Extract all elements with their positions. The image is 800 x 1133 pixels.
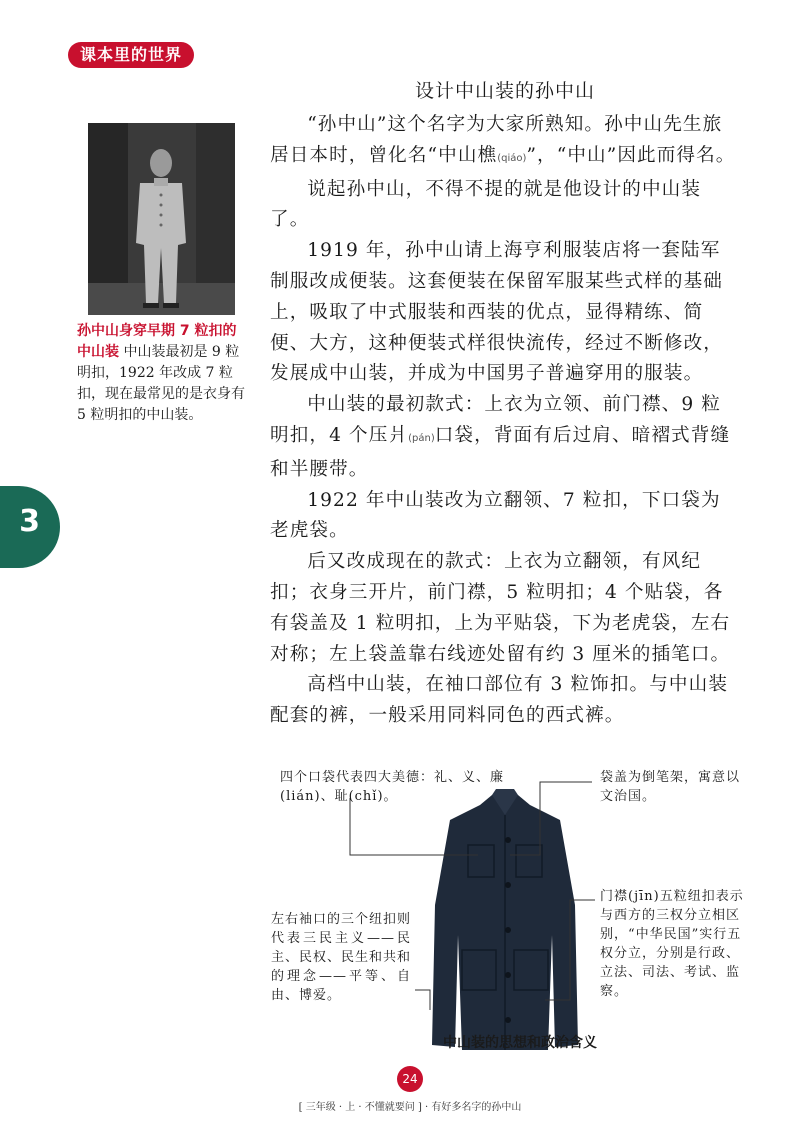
paragraph-7: 高档中山装，在袖口部位有 3 粒饰扣。与中山装配套的裤，一般采用同料同色的西式裤。 [270,674,729,727]
pinyin-pan: (pán) [408,432,435,444]
sun-yat-sen-photo [88,123,235,315]
page-footer: [ 三年级 · 上 · 不懂就要问 ] · 有好多名字的孙中山 [298,1102,522,1113]
zhongshan-suit-figure [0,760,800,1060]
caption-text: 中山装最初是 9 粒明扣，1922 年改成 7 粒扣，现在最常见的是衣身有 5 粒明扣的中山装。 [77,344,245,423]
paragraph-3: 1919 年，孙中山请上海亨利服装店将一套陆军制服改成便装。这套便装在保留军服某些式样的基础上，吸取了中式服装和西装的优点，显得精练、简便、大方，这种便装式样很快流传，经过不断修改，发展成中山装，并成为中国男子普遍穿用的服装。 [270,240,723,385]
annotation-cuff-buttons: 左右袖口的三个纽扣则代表三民主义——民主、民权、民生和共和的理念——平等、自由、博爱。 [271,912,412,1003]
chapter-tab [0,486,60,568]
paragraph-2: 说起孙中山，不得不提的就是他设计的中山装了。 [270,178,702,231]
paragraph-4: 中山装的最初款式：上衣为立领、前门襟、9 粒明扣，4 个压爿(pán)口袋，背面有后过肩、暗褶式背缝和半腰带。 [270,394,731,480]
paragraph-6: 后又改成现在的款式：上衣为立翻领，有风纪扣；衣身三开片，前门襟，5 粒明扣；4 个贴袋，各有袋盖及 1 粒明扣，上为平贴袋，下为老虎袋，左右对称；左上袋盖靠右线迹处留有约 3 厘米的插笔口。 [270,551,731,665]
paragraph-5: 1922 年中山装改为立翻领、7 粒扣，下口袋为老虎袋。 [270,489,721,542]
article-title: 设计中山装的孙中山 [414,80,595,102]
pinyin-qiao: (qiáo) [497,152,527,164]
annotation-pocket-flaps: 袋盖为倒笔架，寓意以文治国。 [600,770,741,804]
page-number: 24 [397,1066,423,1092]
annotation-front-buttons: 门襟(jīn)五粒纽扣表示与西方的三权分立相区别，“中华民国”实行五权分立，分别是行政、立法、司法、考试、监察。 [600,889,744,999]
chapter-number: 3 [19,504,40,539]
article-body [270,110,740,732]
figure-caption: 中山装的思想和政治含义 [443,1035,597,1051]
photo-caption [77,321,249,426]
annotation-pockets: 四个口袋代表四大美德：礼、义、廉(lián)、耻(chǐ)。 [280,770,505,804]
paragraph-1: “孙中山”这个名字为大家所熟知。孙中山先生旅居日本时，曾化名“中山樵(qiáo)”，“中山”因此而得名。 [270,114,736,166]
caption-title: 孙中山身穿早期 7 粒扣的中山装 [77,323,237,360]
portrait-illustration [88,123,235,315]
section-banner: 课本里的世界 [68,42,194,68]
